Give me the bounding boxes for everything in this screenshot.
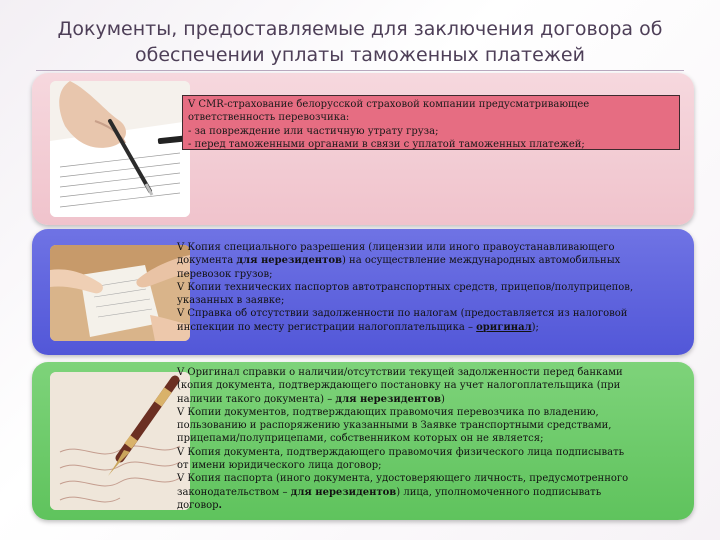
text-span: ) лица, уполномоченного подписывать <box>396 486 602 498</box>
text-span: ) <box>441 393 445 405</box>
non-residents-emphasis: для нерезидентов <box>290 486 397 498</box>
text-span: договор <box>177 499 219 511</box>
title-line-1: Документы, предоставляемые для заключения договора об <box>57 18 663 40</box>
text-span: законодательством – <box>177 486 291 498</box>
text-span: наличии такого документа) – <box>177 393 336 405</box>
text-line: V Копия документа, подтверждающего правомочия физического лица подписывать <box>177 446 625 458</box>
text-line: V Оригинал справки о наличии/отсутствии текущей задолженности перед банками <box>177 367 623 378</box>
text-line <box>177 499 687 512</box>
text-line: (копия документа, подтверждающего постановку на учет налогоплательщика (при <box>177 380 621 392</box>
text-span: ); <box>531 321 539 333</box>
handshake-over-documents-photo <box>50 245 190 341</box>
text-line: от имени юридического лица договор; <box>177 460 382 472</box>
panel-cmr-insurance <box>32 73 694 225</box>
panel-licenses-certificates <box>32 229 694 355</box>
panel-bank-and-identity-docs <box>32 362 694 520</box>
text-line: V Справка об отсутствии задолженности по налогам (предоставляется из налоговой <box>177 308 628 320</box>
text-line: перевозок грузов; <box>177 268 273 280</box>
text-line: V CMR-страхование белорусской страховой компании предусматривающее <box>188 99 590 110</box>
text-line: указанных в заявке; <box>177 295 285 307</box>
cmr-insurance-box <box>182 95 680 150</box>
text-span: документа <box>177 255 237 267</box>
text-line <box>177 486 687 499</box>
text-span: инспекции по месту регистрации налогоплательщика – <box>177 321 477 333</box>
hand-writing-with-pen-photo <box>50 81 190 217</box>
page-title <box>20 16 700 68</box>
non-residents-emphasis: для нерезидентов <box>236 255 342 267</box>
licenses-list <box>177 241 689 334</box>
fountain-pen-on-document-photo <box>50 372 190 510</box>
text-line: V Копия специального разрешения (лицензии или иного правоустанавливающего <box>177 242 615 253</box>
text-line <box>177 254 689 267</box>
text-line: V Копия паспорта (иного документа, удостоверяющего личность, предусмотренного <box>177 473 629 485</box>
title-line-2: обеспечении уплаты таможенных платежей <box>135 44 585 66</box>
text-line: прицепами/полуприцепами, собственником которых он не является; <box>177 433 544 445</box>
bank-and-identity-list <box>177 366 687 512</box>
non-residents-emphasis: для нерезидентов <box>335 393 441 405</box>
text-span: . <box>218 499 222 511</box>
title-divider <box>36 70 684 71</box>
original-emphasis: оригинал <box>476 321 532 333</box>
text-line: - за повреждение или частичную утрату груза; <box>188 125 439 137</box>
text-line: - перед таможенными органами в связи с уплатой таможенных платежей; <box>188 138 585 150</box>
text-span: ) на осуществление международных автомобильных <box>341 255 621 267</box>
text-line: V Копии документов, подтверждающих правомочия перевозчика по владению, <box>177 406 599 418</box>
text-line: V Копии технических паспортов автотранспортных средств, прицепов/полуприцепов, <box>177 281 634 293</box>
text-line <box>177 321 689 334</box>
text-line: пользованию и распоряжению указанными в Заявке транспортными средствами, <box>177 420 612 432</box>
text-line <box>177 393 687 406</box>
text-line: ответственность перевозчика: <box>188 112 350 124</box>
